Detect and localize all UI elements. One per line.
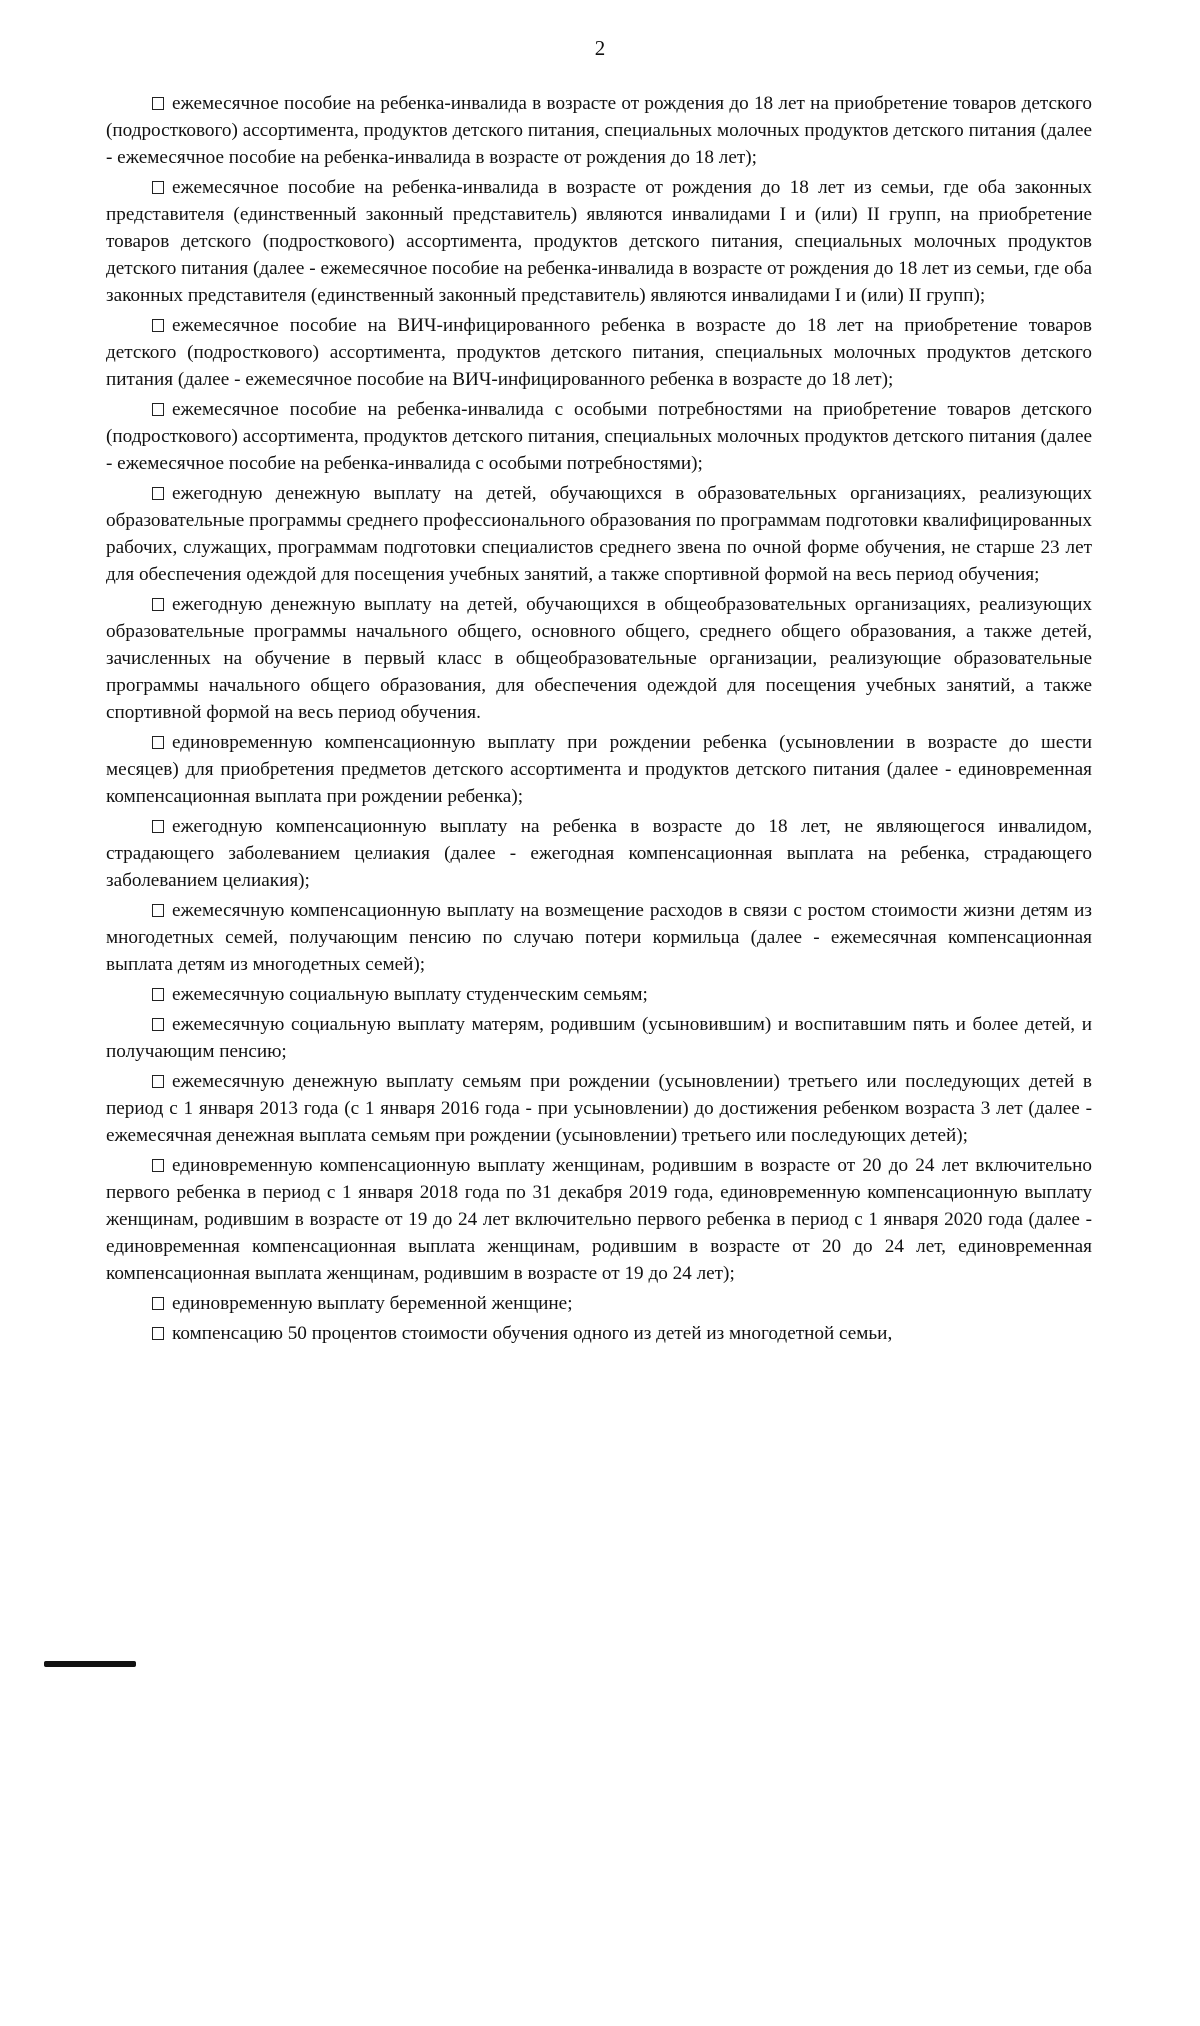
list-item-text: единовременную выплату беременной женщине; — [172, 1293, 573, 1314]
list-item — [106, 1320, 1092, 1347]
checkbox-square-icon — [152, 904, 164, 917]
checkbox-square-icon — [152, 97, 164, 110]
list-item — [106, 1290, 1092, 1317]
checkbox-square-icon — [152, 403, 164, 416]
checkbox-square-icon — [152, 319, 164, 332]
list-item-text: ежегодную денежную выплату на детей, обучающихся в общеобразовательных организациях, реализующих образовательные программы начального общего, основного общего, среднего общего образования, а также детей, зачисленных на обучение в первый класс в общеобразовательные организации, реализующие образовательные программы начального общего образования, для обеспечения одеждой для посещения учебных занятий, а также спортивной формой на весь период обучения. — [106, 594, 1092, 723]
benefits-list — [106, 90, 1092, 1350]
checkbox-square-icon — [152, 1159, 164, 1172]
list-item — [106, 90, 1092, 171]
list-item-text: компенсацию 50 процентов стоимости обучения одного из детей из многодетной семьи, — [172, 1323, 893, 1344]
list-item — [106, 729, 1092, 810]
checkbox-square-icon — [152, 1075, 164, 1088]
checkbox-square-icon — [152, 820, 164, 833]
list-item — [106, 1068, 1092, 1149]
checkbox-square-icon — [152, 598, 164, 611]
checkbox-square-icon — [152, 988, 164, 1001]
list-item — [106, 591, 1092, 726]
list-item — [106, 396, 1092, 477]
list-item-text: ежемесячное пособие на ВИЧ-инфицированного ребенка в возрасте до 18 лет на приобретение товаров детского (подросткового) ассортимента, продуктов детского питания, специальных молочных продуктов детского питания (далее - ежемесячное пособие на ВИЧ-инфицированного ребенка в возрасте до 18 лет); — [106, 315, 1092, 390]
list-item-text: единовременную компенсационную выплату женщинам, родившим в возрасте от 20 до 24 лет включительно первого ребенка в период с 1 января 2018 года по 31 декабря 2019 года, единовременную компенсационную выплату женщинам, родившим в возрасте от 19 до 24 лет включительно первого ребенка в период с 1 января 2020 года (далее - единовременная компенсационная выплата женщинам, родившим в возрасте от 20 до 24 лет, единовременная компенсационная выплата женщинам, родившим в возрасте от 19 до 24 лет); — [106, 1155, 1092, 1284]
checkbox-square-icon — [152, 736, 164, 749]
list-item-text: ежемесячное пособие на ребенка-инвалида в возрасте от рождения до 18 лет из семьи, где оба законных представителя (единственный законный представитель) являются инвалидами I и (или) II групп, на приобретение товаров детского (подросткового) ассортимента, продуктов детского питания, специальных молочных продуктов детского питания (далее - ежемесячное пособие на ребенка-инвалида в возрасте от рождения до 18 лет из семьи, где оба законных представителя (единственный законный представитель) являются инвалидами I и (или) II групп); — [106, 177, 1092, 306]
list-item — [106, 897, 1092, 978]
checkbox-square-icon — [152, 1018, 164, 1031]
list-item — [106, 981, 1092, 1008]
scan-edge-mark — [44, 1661, 136, 1667]
checkbox-square-icon — [152, 181, 164, 194]
list-item-text: ежегодную денежную выплату на детей, обучающихся в образовательных организациях, реализующих образовательные программы среднего профессионального образования по программам подготовки квалифицированных рабочих, служащих, программам подготовки специалистов среднего звена по очной форме обучения, не старше 23 лет для обеспечения одеждой для посещения учебных занятий, а также спортивной формой на весь период обучения; — [106, 483, 1092, 585]
list-item — [106, 813, 1092, 894]
list-item-text: ежемесячную социальную выплату матерям, родившим (усыновившим) и воспитавшим пять и более детей, и получающим пенсию; — [106, 1014, 1092, 1062]
list-item — [106, 174, 1092, 309]
list-item — [106, 1011, 1092, 1065]
list-item-text: ежемесячное пособие на ребенка-инвалида в возрасте от рождения до 18 лет на приобретение товаров детского (подросткового) ассортимента, продуктов детского питания, специальных молочных продуктов детского питания (далее - ежемесячное пособие на ребенка-инвалида в возрасте от рождения до 18 лет); — [106, 93, 1092, 168]
list-item-text: ежемесячную компенсационную выплату на возмещение расходов в связи с ростом стоимости жизни детям из многодетных семей, получающим пенсию по случаю потери кормильца (далее - ежемесячная компенсационная выплата детям из многодетных семей); — [106, 900, 1092, 975]
list-item-text: единовременную компенсационную выплату при рождении ребенка (усыновлении в возрасте до шести месяцев) для приобретения предметов детского ассортимента и продуктов детского питания (далее - единовременная компенсационная выплата при рождении ребенка); — [106, 732, 1092, 807]
list-item-text: ежегодную компенсационную выплату на ребенка в возрасте до 18 лет, не являющегося инвалидом, страдающего заболеванием целиакия (далее - ежегодная компенсационная выплата на ребенка, страдающего заболеванием целиакия); — [106, 816, 1092, 891]
list-item-text: ежемесячную социальную выплату студенческим семьям; — [172, 984, 648, 1005]
checkbox-square-icon — [152, 487, 164, 500]
page-number: 2 — [594, 36, 606, 60]
checkbox-square-icon — [152, 1327, 164, 1340]
checkbox-square-icon — [152, 1297, 164, 1310]
list-item — [106, 1152, 1092, 1287]
list-item — [106, 480, 1092, 588]
list-item — [106, 312, 1092, 393]
list-item-text: ежемесячное пособие на ребенка-инвалида с особыми потребностями на приобретение товаров детского (подросткового) ассортимента, продуктов детского питания, специальных молочных продуктов детского питания (далее - ежемесячное пособие на ребенка-инвалида с особыми потребностями); — [106, 399, 1092, 474]
list-item-text: ежемесячную денежную выплату семьям при рождении (усыновлении) третьего или последующих детей в период с 1 января 2013 года (с 1 января 2016 года - при усыновлении) до достижения ребенком возраста 3 лет (далее - ежемесячная денежная выплата семьям при рождении (усыновлении) третьего или последующих детей); — [106, 1071, 1092, 1146]
